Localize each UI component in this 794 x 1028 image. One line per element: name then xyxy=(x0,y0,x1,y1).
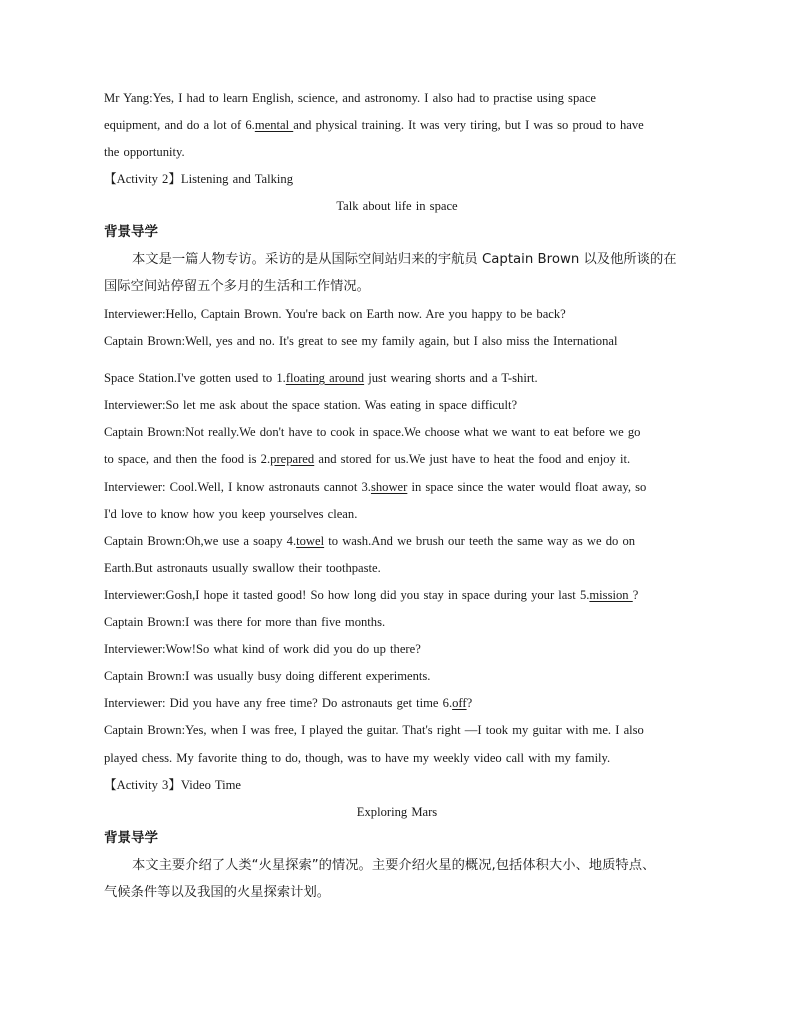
dialogue-line: Captain Brown:Well, yes and no. It's great to see my family again, but I also miss the International xyxy=(104,334,618,348)
background-guide-text: 本文是一篇人物专访。采访的是从国际空间站归来的宇航员 Captain Brown 以及他所谈的在 xyxy=(132,252,677,267)
paragraph-line: the opportunity. xyxy=(104,145,185,159)
answer-blank: shower xyxy=(370,480,408,494)
dialogue-line xyxy=(104,695,472,711)
dialogue-line: Earth.But astronauts usually swallow their toothpaste. xyxy=(104,561,381,575)
dialogue-line: Captain Brown:Not really.We don't have to cook in space.We choose what we want to eat before we go xyxy=(104,425,641,439)
text-segment: Interviewer: Cool.Well, I know astronauts cannot 3. xyxy=(104,480,371,494)
text-segment: ? xyxy=(466,696,473,710)
dialogue-line: Captain Brown:I was there for more than five months. xyxy=(104,615,386,629)
text-segment: to wash.And we brush our teeth the same way as we do on xyxy=(324,534,636,548)
text-segment: and stored for us.We just have to heat the food and enjoy it. xyxy=(314,452,631,466)
dialogue-line xyxy=(104,587,638,603)
dialogue-line xyxy=(104,370,538,386)
background-guide-text: 国际空间站停留五个多月的生活和工作情况。 xyxy=(104,279,370,294)
answer-blank: mission xyxy=(589,588,633,602)
paragraph-line xyxy=(104,117,644,133)
text-segment: to space, and then the food is 2. xyxy=(104,452,271,466)
text-segment: in space since the water would float away, so xyxy=(407,480,647,494)
answer-blank: off xyxy=(452,696,467,710)
text-segment: Captain Brown:Oh,we use a soapy 4. xyxy=(104,534,297,548)
dialogue-line: Interviewer:Hello, Captain Brown. You're back on Earth now. Are you happy to be back? xyxy=(104,307,566,321)
activity-3-heading: 【Activity 3】Video Time xyxy=(104,778,241,792)
dialogue-line xyxy=(104,533,635,549)
text-segment: equipment, and do a lot of 6. xyxy=(104,118,255,132)
answer-blank: prepared xyxy=(270,452,315,466)
background-guide-text: 气候条件等以及我国的火星探索计划。 xyxy=(104,885,331,900)
answer-blank: towel xyxy=(296,534,325,548)
dialogue-line xyxy=(104,451,630,467)
activity-2-title: Talk about life in space xyxy=(336,199,458,213)
dialogue-line: Captain Brown:I was usually busy doing different experiments. xyxy=(104,669,431,683)
answer-blank: floating around xyxy=(285,371,365,385)
activity-3-title: Exploring Mars xyxy=(356,805,438,819)
text-segment: Interviewer:Gosh,I hope it tasted good! So how long did you stay in space during your last 5. xyxy=(104,588,590,602)
background-guide-label: 背景导学 xyxy=(104,224,158,240)
text-segment: and physical training. It was very tiring, but I was so proud to have xyxy=(293,118,644,132)
answer-blank: mental xyxy=(254,118,294,132)
dialogue-line: Interviewer:Wow!So what kind of work did you do up there? xyxy=(104,642,421,656)
dialogue-line: Interviewer:So let me ask about the space station. Was eating in space difficult? xyxy=(104,398,518,412)
dialogue-line: played chess. My favorite thing to do, though, was to have my weekly video call with my family. xyxy=(104,751,611,765)
text-segment: Interviewer: Did you have any free time? Do astronauts get time 6. xyxy=(104,696,453,710)
dialogue-line xyxy=(104,479,646,495)
dialogue-line: I'd love to know how you keep yourselves clean. xyxy=(104,507,358,521)
text-segment: ? xyxy=(632,588,639,602)
activity-2-heading: 【Activity 2】Listening and Talking xyxy=(104,172,294,186)
background-guide-label: 背景导学 xyxy=(104,830,158,846)
paragraph-line: Mr Yang:Yes, I had to learn English, science, and astronomy. I also had to practise using space xyxy=(104,91,597,105)
text-segment: just wearing shorts and a T-shirt. xyxy=(364,371,538,385)
dialogue-line: Captain Brown:Yes, when I was free, I played the guitar. That's right —I took my guitar with me. I also xyxy=(104,723,644,737)
text-segment: Space Station.I've gotten used to 1. xyxy=(104,371,286,385)
background-guide-text: 本文主要介绍了人类“火星探索”的情况。主要介绍火星的概况,包括体积大小、地质特点、 xyxy=(132,858,656,873)
